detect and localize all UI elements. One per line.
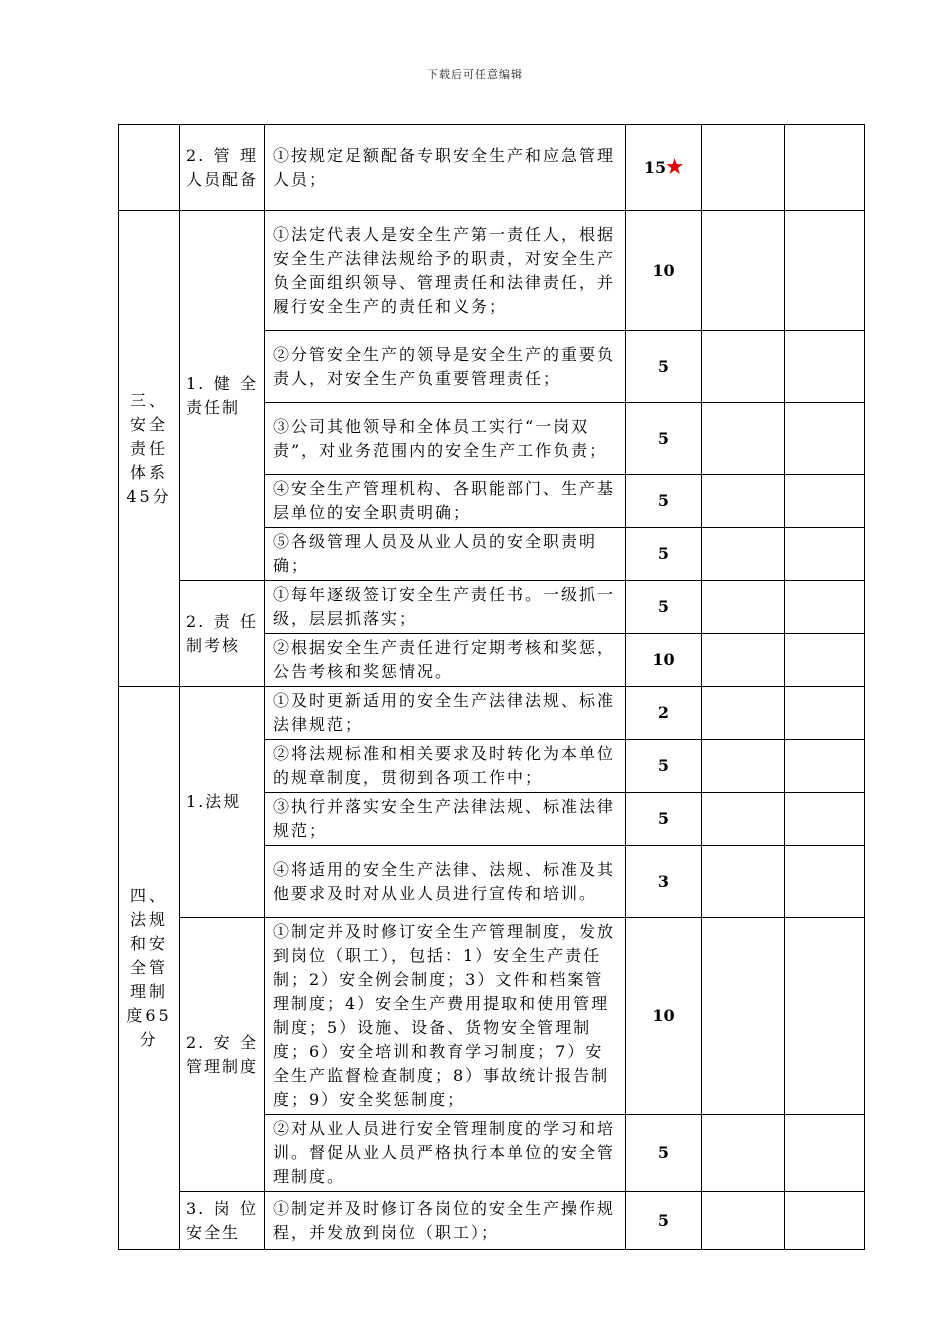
blank-cell — [785, 528, 865, 581]
blank-cell — [702, 475, 785, 528]
evaluation-table — [118, 124, 865, 1250]
requirement-cell: ④将适用的安全生产法律、法规、标准及其他要求及时对从业人员进行宣传和培训。 — [265, 846, 626, 918]
blank-cell — [702, 211, 785, 331]
score-cell: 5 — [626, 403, 702, 475]
score-cell: 5 — [626, 1115, 702, 1192]
blank-cell — [702, 740, 785, 793]
blank-cell — [702, 634, 785, 687]
blank-cell — [702, 918, 785, 1115]
page-header: 下载后可任意编辑 — [427, 68, 523, 81]
requirement-cell: ③公司其他领导和全体员工实行“一岗双责”，对业务范围内的安全生产工作负责； — [265, 403, 626, 475]
blank-cell — [785, 740, 865, 793]
requirement-cell: ③执行并落实安全生产法律法规、标准法律规范； — [265, 793, 626, 846]
subsection-cell: 3.岗位安全生 — [180, 1192, 265, 1250]
table-row — [119, 211, 865, 331]
score-cell: 10 — [626, 634, 702, 687]
requirement-cell: ②根据安全生产责任进行定期考核和奖惩，公告考核和奖惩情况。 — [265, 634, 626, 687]
blank-cell — [702, 1192, 785, 1250]
blank-cell — [702, 125, 785, 211]
score-value: 15 — [643, 158, 667, 177]
table-row — [119, 918, 865, 1115]
table-row — [119, 687, 865, 740]
section-cell: 四、法规和安全管理制度65分 — [119, 687, 180, 1250]
blank-cell — [785, 846, 865, 918]
score-cell: 5 — [626, 793, 702, 846]
requirement-cell: ②分管安全生产的领导是安全生产的重要负责人，对安全生产负重要管理责任； — [265, 331, 626, 403]
requirement-cell: ①法定代表人是安全生产第一责任人，根据安全生产法律法规给予的职责，对安全生产负全面组织领导、管理责任和法律责任，并履行安全生产的责任和义务； — [265, 211, 626, 331]
blank-cell — [785, 125, 865, 211]
requirement-cell: ④安全生产管理机构、各职能部门、生产基层单位的安全职责明确； — [265, 475, 626, 528]
requirement-cell: ①每年逐级签订安全生产责任书。一级抓一级，层层抓落实； — [265, 581, 626, 634]
blank-cell — [785, 634, 865, 687]
subsection-cell: 2.责任制考核 — [180, 581, 265, 687]
section-cell-empty — [119, 125, 180, 211]
blank-cell — [702, 687, 785, 740]
blank-cell — [785, 793, 865, 846]
score-cell — [626, 125, 702, 211]
blank-cell — [785, 331, 865, 403]
score-cell: 5 — [626, 331, 702, 403]
blank-cell — [702, 528, 785, 581]
score-cell: 5 — [626, 528, 702, 581]
table-row — [119, 1192, 865, 1250]
blank-cell — [785, 1115, 865, 1192]
score-cell: 3 — [626, 846, 702, 918]
score-cell: 5 — [626, 581, 702, 634]
subsection-cell: 1.法规 — [180, 687, 265, 918]
blank-cell — [702, 581, 785, 634]
table-row — [119, 125, 865, 211]
requirement-cell: ⑤各级管理人员及从业人员的安全职责明确； — [265, 528, 626, 581]
table-row — [119, 581, 865, 634]
subsection-cell: 2.安全管理制度 — [180, 918, 265, 1192]
star-icon: ★ — [666, 156, 684, 178]
blank-cell — [785, 581, 865, 634]
requirement-cell: ①按规定足额配备专职安全生产和应急管理人员； — [265, 125, 626, 211]
blank-cell — [702, 403, 785, 475]
requirement-cell: ①制定并及时修订各岗位的安全生产操作规程，并发放到岗位（职工）； — [265, 1192, 626, 1250]
requirement-cell: ①及时更新适用的安全生产法律法规、标准法律规范； — [265, 687, 626, 740]
section-cell: 三、安全责任体系45分 — [119, 211, 180, 687]
subsection-cell: 2.管理人员配备 — [180, 125, 265, 211]
blank-cell — [702, 846, 785, 918]
blank-cell — [702, 331, 785, 403]
blank-cell — [702, 793, 785, 846]
blank-cell — [785, 475, 865, 528]
blank-cell — [702, 1115, 785, 1192]
score-cell: 5 — [626, 475, 702, 528]
score-cell: 5 — [626, 740, 702, 793]
requirement-cell: ①制定并及时修订安全生产管理制度，发放到岗位（职工），包括：1）安全生产责任制；2）安全例会制度；3）文件和档案管理制度；4）安全生产费用提取和使用管理制度；5）设施、设备、货物安全管理制度；6）安全培训和教育学习制度；7）安全生产监督检查制度；8）事故统计报告制度；9）安全奖惩制度； — [265, 918, 626, 1115]
blank-cell — [785, 211, 865, 331]
requirement-cell: ②对从业人员进行安全管理制度的学习和培训。督促从业人员严格执行本单位的安全管理制度。 — [265, 1115, 626, 1192]
score-cell: 10 — [626, 918, 702, 1115]
blank-cell — [785, 918, 865, 1115]
score-cell: 2 — [626, 687, 702, 740]
requirement-cell: ②将法规标准和相关要求及时转化为本单位的规章制度，贯彻到各项工作中； — [265, 740, 626, 793]
blank-cell — [785, 1192, 865, 1250]
blank-cell — [785, 403, 865, 475]
score-cell: 10 — [626, 211, 702, 331]
subsection-cell: 1.健全责任制 — [180, 211, 265, 581]
score-cell: 5 — [626, 1192, 702, 1250]
blank-cell — [785, 687, 865, 740]
